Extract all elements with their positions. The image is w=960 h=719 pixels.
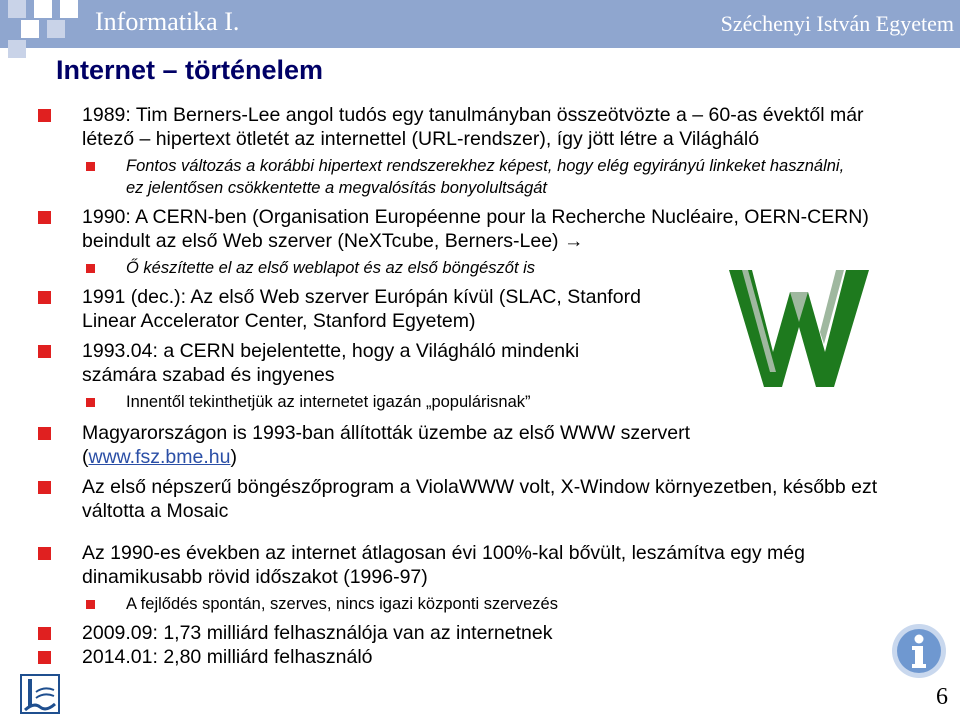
list-item bbox=[38, 475, 882, 523]
item-text: 2014.01: 2,80 milliárd felhasználó bbox=[82, 646, 373, 668]
bullet-icon bbox=[38, 481, 51, 494]
header-bar bbox=[0, 0, 960, 48]
bullet-icon bbox=[86, 264, 95, 273]
bullet-icon bbox=[38, 547, 51, 560]
bullet-icon bbox=[38, 345, 51, 358]
list-item bbox=[38, 155, 856, 199]
list-item bbox=[38, 621, 882, 645]
item-text: 1990: A CERN-ben (Organisation Européenne pour la Recherche Nucléaire, OERN-CERN) beindult az első Web szerver (NeXTcube, Berners-Lee) → bbox=[82, 206, 869, 252]
item-text: 1989: Tim Berners-Lee angol tudós egy tanulmányban összeötvözte a – 60-as évektől már létező – hipertext ötletét az internettel (URL-rendszer), így jött létre a Világháló bbox=[82, 104, 864, 150]
item-text: 2009.09: 1,73 milliárd felhasználója van az internetnek bbox=[82, 622, 553, 644]
university-name: Széchenyi István Egyetem bbox=[720, 11, 954, 36]
item-text: Az első népszerű böngészőprogram a ViolaWWW volt, X-Window környezetben, később ezt váltotta a Mosaic bbox=[82, 476, 878, 522]
bullet-icon bbox=[38, 427, 51, 440]
list-item bbox=[38, 541, 902, 589]
item-text: 1991 (dec.): Az első Web szerver Európán kívül (SLAC, Stanford Linear Accelerator Center, Stanford Egyetem) bbox=[82, 286, 641, 332]
list-item bbox=[38, 339, 582, 387]
item-text: Innentől tekinthetjük az internetet igazán „populárisnak” bbox=[126, 393, 531, 411]
university-logo-icon bbox=[20, 674, 60, 714]
bullet-icon bbox=[38, 211, 51, 224]
list-item bbox=[38, 103, 882, 151]
list-item bbox=[38, 421, 802, 469]
item-text: Az 1990-es években az internet átlagosan évi 100%-kal bővült, leszámítva egy még dinamikusabb rövid időszakot (1996-97) bbox=[82, 542, 805, 588]
item-text: Ő készítette el az első weblapot és az első böngészőt is bbox=[126, 259, 536, 277]
list-item bbox=[38, 593, 826, 615]
list-item bbox=[38, 205, 882, 253]
item-text: Magyarországon is 1993-ban állították üzembe az első WWW szervert bbox=[82, 422, 690, 444]
list-item bbox=[38, 285, 642, 333]
link-prefix: ( bbox=[82, 446, 89, 468]
bullet-icon bbox=[38, 627, 51, 640]
page-number: 6 bbox=[936, 684, 948, 710]
bullet-icon bbox=[86, 398, 95, 407]
item-text: 1993.04: a CERN bejelentette, hogy a Világháló mindenki számára szabad és ingyenes bbox=[82, 340, 580, 386]
www-logo-icon bbox=[724, 262, 874, 392]
item-text: Fontos változás a korábbi hipertext rendszerekhez képest, hogy elég egyirányú linkeket használni, ez jelentősen csökkentette a megvalósítás bonyolultságát bbox=[126, 157, 845, 197]
bullet-icon bbox=[38, 651, 51, 664]
server-link[interactable]: www.fsz.bme.hu bbox=[88, 446, 231, 468]
item-text: A fejlődés spontán, szerves, nincs igazi központi szervezés bbox=[126, 595, 558, 613]
slide-title: Internet – történelem bbox=[56, 55, 324, 85]
bullet-icon bbox=[86, 162, 95, 171]
link-suffix: ) bbox=[230, 446, 237, 468]
bullet-icon bbox=[86, 600, 95, 609]
bullet-icon bbox=[38, 109, 51, 122]
decorative-squares-icon bbox=[0, 0, 90, 60]
info-icon[interactable] bbox=[890, 622, 948, 680]
course-title: Informatika I. bbox=[95, 7, 240, 36]
list-item bbox=[38, 391, 686, 413]
list-item bbox=[38, 645, 882, 669]
list-item bbox=[38, 257, 726, 279]
bullet-icon bbox=[38, 291, 51, 304]
